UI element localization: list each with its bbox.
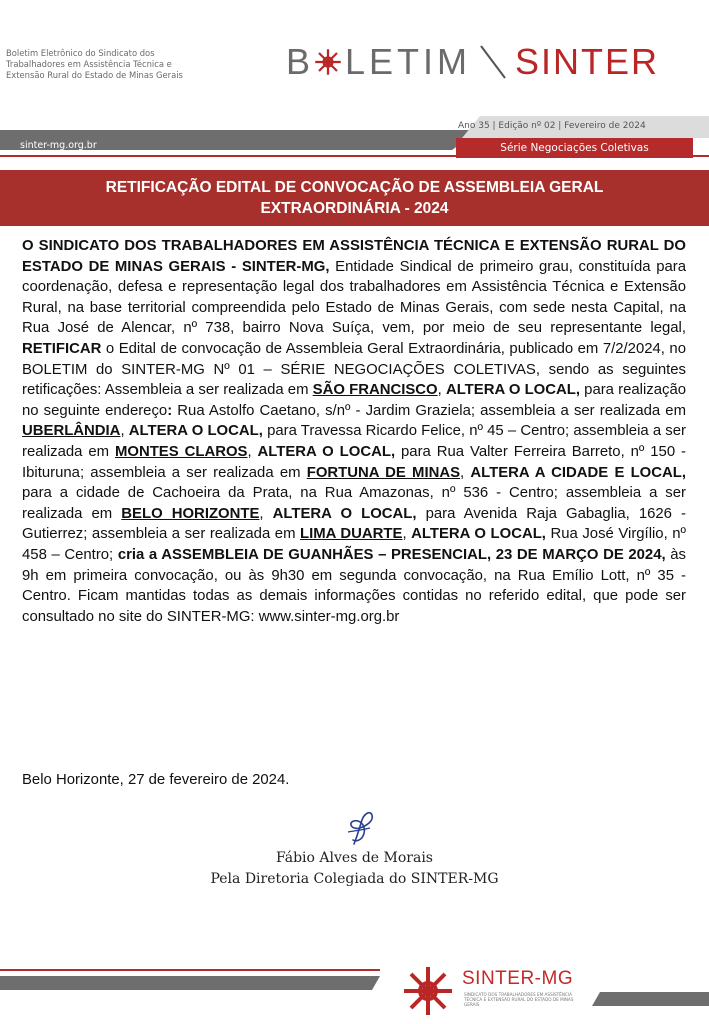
body-text: Entidade Sindical de primeiro grau, constituída para coordenação, defesa e representação legal dos trabalhadores em Assistência Técnica e Extensão Rural, na base territorial compreendida pelo Estado de Minas Gerais, com sede nesta Capital, na Rua José de Alencar, nº 738, bairro Nova Suíça, vem, por meio de seu representante legal, xyxy=(22,258,687,337)
org-description xyxy=(6,48,226,81)
edition-label: Ano 35 | Edição nº 02 | Fevereiro de 2024 xyxy=(458,121,646,131)
body-text: para a cidade de Cachoeira da Prata, na Rua Amazonas, nº 536 - Centro; assembleia a ser realizada em xyxy=(22,485,686,522)
body-text: , xyxy=(247,443,258,460)
signer-name: Fábio Alves de Morais xyxy=(275,850,433,866)
body-text: , xyxy=(402,526,412,543)
city-fortuna-de-minas: FORTUNA DE MINAS xyxy=(306,464,461,481)
city-sao-francisco: SÃO FRANCISCO xyxy=(312,382,438,399)
body-text: para Travessa Ricardo Felice, nº 45 – Centro; assembleia a ser realizada em xyxy=(22,423,686,460)
change-keyword: ALTERA A CIDADE E LOCAL, xyxy=(470,464,686,481)
body-text: para Rua Valter Ferreira Barreto, nº 150 - Ibituruna; assembleia a ser realizada em xyxy=(22,443,687,481)
date-line: Belo Horizonte, 27 de fevereiro de 2024. xyxy=(22,772,290,788)
body-text: para realização no seguinte endereço xyxy=(22,382,687,419)
city-montes-claros: MONTES CLAROS xyxy=(114,443,248,460)
city-lima-duarte: LIMA DUARTE xyxy=(300,526,403,543)
body-text: , xyxy=(437,382,442,399)
change-keyword: ALTERA O LOCAL, xyxy=(445,382,580,399)
brand-part1: B xyxy=(286,41,312,82)
brand-part3: SINTER xyxy=(515,41,660,82)
body-text: o Edital de convocação de Assembleia Geral Extraordinária, publicado em 7/2/2024, no BOLETIM do SINTER-MG Nº 01 – SÉRIE NEGOCIAÇÕES COLETIVAS, sendo as seguintes retificações: Assembleia a ser realizada em xyxy=(22,340,686,399)
body-text: às 9h em primeira convocação, ou às 9h30 em segunda convocação, na Rua Emílio Lott, nº 35 - Centro. Ficam mantidas todas as demais informações contidas no referido edital, que pode ser consultado no site do SINTER-MG: www.sinter-mg.org.br xyxy=(22,546,686,625)
body-colon: : xyxy=(167,402,173,419)
footer-band xyxy=(0,966,709,1024)
body-text: , xyxy=(120,423,129,440)
city-uberlandia: UBERLÂNDIA xyxy=(22,423,121,440)
brand-part2: LETIM xyxy=(345,41,472,82)
title-line: EXTRAORDINÁRIA - 2024 xyxy=(260,200,449,217)
boletim-sinter-logo xyxy=(286,38,659,86)
change-keyword: ALTERA O LOCAL, xyxy=(128,423,263,440)
change-keyword: ALTERA O LOCAL, xyxy=(257,443,396,460)
guanhaes-assembly: cria a ASSEMBLEIA DE GUANHÃES – PRESENCIAL, 23 DE MARÇO DE 2024, xyxy=(117,546,666,563)
notice-body xyxy=(22,236,686,627)
document-title xyxy=(0,170,709,226)
retify-keyword: RETIFICAR xyxy=(22,340,102,357)
series-badge: Série Negociações Coletivas xyxy=(456,138,693,158)
sinter-wheel-icon xyxy=(313,47,343,77)
org-description-line: Extensão Rural do Estado de Minas Gerais xyxy=(6,70,183,80)
sinter-mg-logo-icon xyxy=(400,963,456,1019)
signature-image xyxy=(336,806,386,848)
title-line: RETIFICAÇÃO EDITAL DE CONVOCAÇÃO DE ASSEMBLEIA GERAL xyxy=(105,179,604,196)
body-text: para Avenida Raja Gabaglia, 1626 - Gutierrez; assembleia a ser realizada em xyxy=(22,505,686,543)
city-belo-horizonte: BELO HORIZONTE xyxy=(121,505,260,522)
union-name: O SINDICATO DOS TRABALHADORES EM ASSISTÊNCIA TÉCNICA E EXTENSÃO RURAL DO ESTADO DE MINAS GERAIS - SINTER-MG, xyxy=(22,238,686,275)
brand-slash-icon xyxy=(471,42,515,82)
footer-logo-name: SINTER-MG xyxy=(462,968,574,989)
org-description-line: Trabalhadores em Assistência Técnica e xyxy=(6,59,172,69)
footer-logo-subtitle: SINDICATO DOS TRABALHADORES EM ASSISTÊNCIA TÉCNICA E EXTENSÃO RURAL DO ESTADO DE MINAS GERAIS xyxy=(464,992,574,1008)
body-text: , xyxy=(460,464,471,481)
change-keyword: ALTERA O LOCAL, xyxy=(411,526,546,543)
change-keyword: ALTERA O LOCAL, xyxy=(272,505,417,522)
body-text: Rua José Virgílio, nº 458 – Centro; xyxy=(22,526,686,563)
signer-role: Pela Diretoria Colegiada do SINTER-MG xyxy=(210,871,499,887)
body-text: , xyxy=(259,505,273,522)
org-description-line: Boletim Eletrônico do Sindicato dos xyxy=(6,48,155,58)
body-text: Rua Astolfo Caetano, s/nº - Jardim Graziela; assembleia a ser realizada em xyxy=(172,402,686,419)
website-label: sinter-mg.org.br xyxy=(20,140,97,151)
